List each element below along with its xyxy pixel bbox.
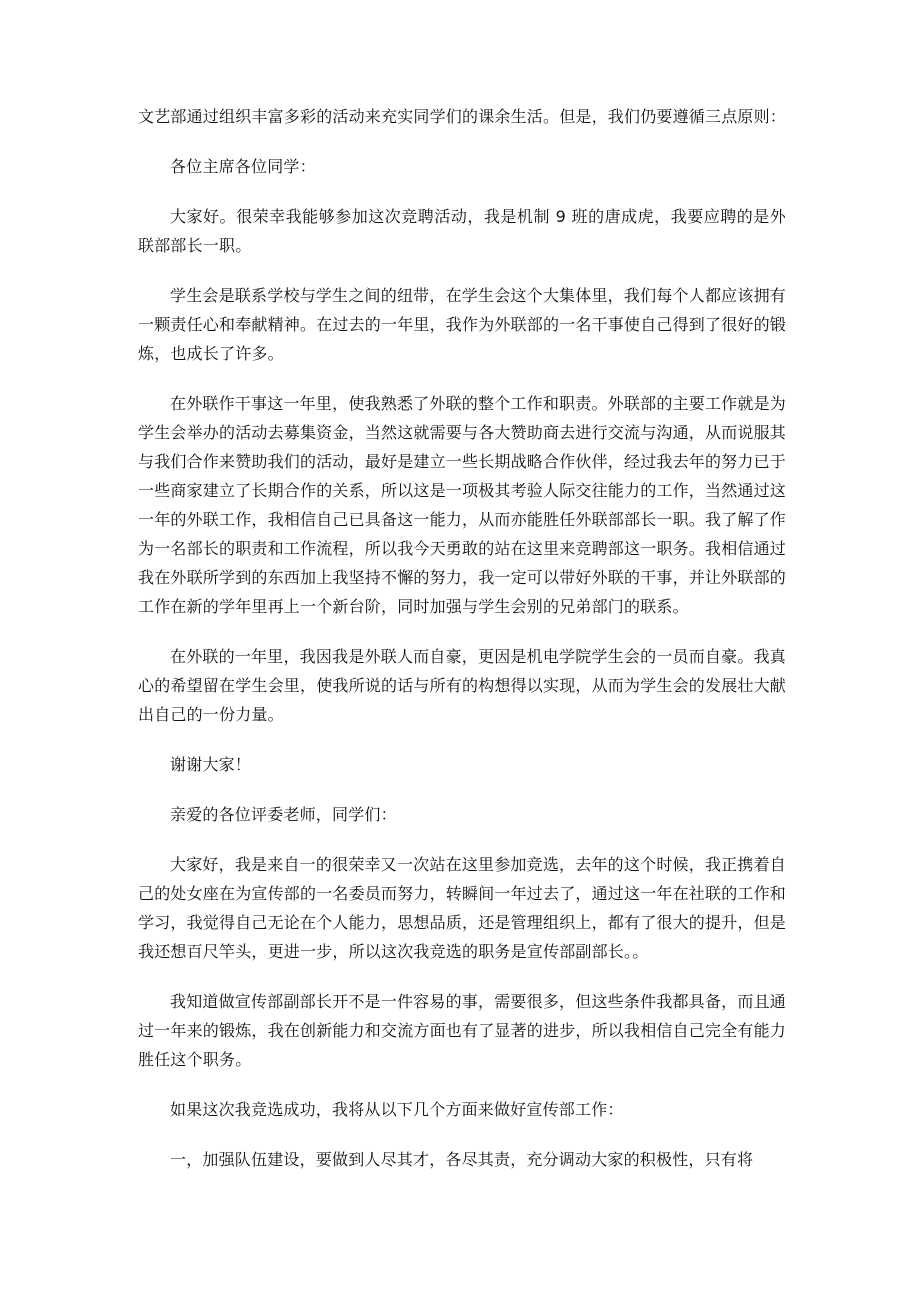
paragraph-greeting-chairs: 各位主席各位同学： [170, 157, 316, 176]
paragraph-qualifications: 我知道做宣传部副部长开不是一件容易的事，需要很多，但这些条件我都具备，而且通过一年来的锻炼，我在创新能力和交流方面也有了显著的进步，所以我相信自己完全有能力胜任这个职务。 [138, 992, 787, 1069]
paragraph-outreach-experience: 在外联作干事这一年里，使我熟悉了外联的整个工作和职责。外联部的主要工作就是为学生会举办的活动去募集资金，当然这就需要与各大赞助商去进行交流与沟通，从而说服其与我们合作来赞助我们的活动，最好是建立一些长期战略合作伙伴，经过我去年的努力已于一些商家建立了长期合作的关系，所以这是一项极其考验人际交往能力的工作，当然通过这一年的外联工作，我相信自己已具备这一能力，从而亦能胜任外联部部长一职。我了解了作为一名部长的职责和工作流程，所以我今天勇敢的站在这里来竞聘部这一职务。我相信通过我在外联所学到的东西加上我坚持不懈的努力，我一定可以带好外联的干事，并让外联部的工作在新的学年里再上一个新台阶，同时加强与学生会别的兄弟部门的联系。 [138, 394, 787, 616]
paragraph-plan-intro: 如果这次我竞选成功，我将从以下几个方面来做好宣传部工作： [170, 1100, 624, 1119]
paragraph-pride: 在外联的一年里，我因我是外联人而自豪，更因是机电学院学生会的一员而自豪。我真心的希望留在学生会里，使我所说的话与所有的构想得以实现，从而为学生会的发展壮大献出自己的一份力量。 [138, 647, 787, 724]
document-page [138, 102, 786, 1174]
paragraph-plan-item-one: 一，加强队伍建设，要做到人尽其才，各尽其责，充分调动大家的积极性，只有将 [170, 1150, 754, 1169]
paragraph-thanks: 谢谢大家！ [170, 755, 252, 774]
paragraph-student-union: 学生会是联系学校与学生之间的纽带，在学生会这个大集体里，我们每个人都应该拥有一颗责任心和奉献精神。在过去的一年里，我作为外联部的一名干事使自己得到了很好的锻炼，也成长了许多。 [138, 286, 787, 363]
paragraph-self-introduction: 大家好。很荣幸我能够参加这次竞聘活动，我是机制 9 班的唐成虎，我要应聘的是外联部部长一职。 [138, 207, 786, 255]
paragraph-greeting-judges: 亲爱的各位评委老师，同学们： [170, 805, 397, 824]
paragraph-second-speech-intro: 大家好，我是来自一的很荣幸又一次站在这里参加竞选，去年的这个时候，我正携着自己的处女座在为宣传部的一名委员而努力，转瞬间一年过去了，通过这一年在社联的工作和学习，我觉得自己无论在个人能力，思想品质，还是管理组织上，都有了很大的提升，但是我还想百尺竿头，更进一步，所以这次我竞选的职务是宣传部副部长。。 [138, 855, 787, 961]
paragraph-intro-continuation: 文艺部通过组织丰富多彩的活动来充实同学们的课余生活。但是，我们仍要遵循三点原则： [138, 107, 787, 126]
